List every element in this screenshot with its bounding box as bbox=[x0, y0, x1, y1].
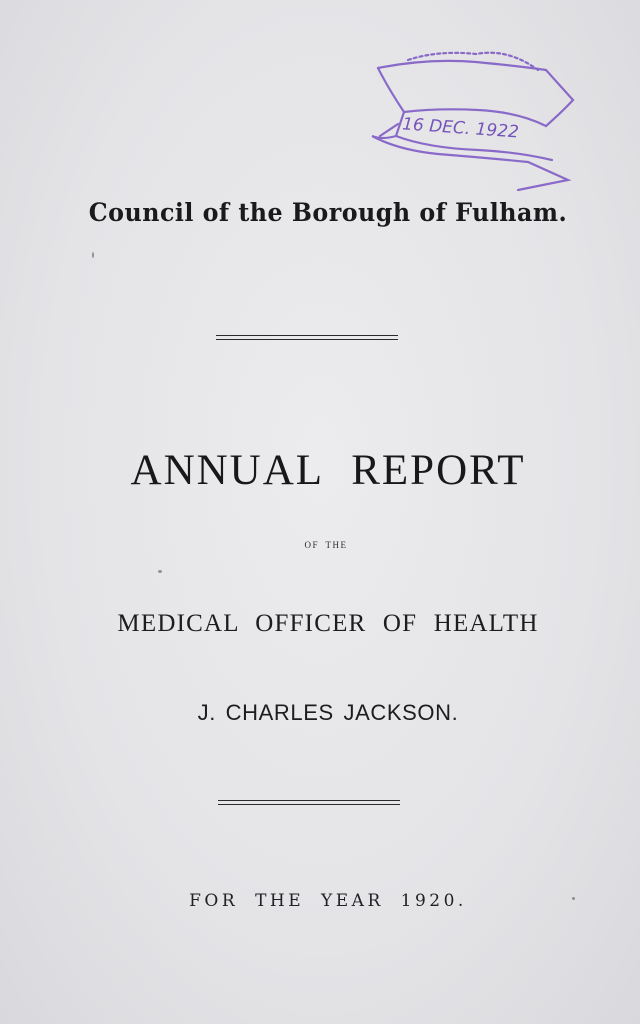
council-heading: Council of the Borough of Fulham. bbox=[88, 198, 568, 227]
paper-speck bbox=[158, 570, 162, 573]
officer-name: J. CHARLES JACKSON. bbox=[197, 700, 459, 725]
stamp-date: 16 DEC. 1922 bbox=[401, 114, 520, 143]
report-year: FOR THE YEAR 1920. bbox=[189, 891, 467, 911]
officer-title: MEDICAL OFFICER OF HEALTH bbox=[117, 610, 539, 637]
top-double-rule bbox=[216, 335, 398, 340]
paper-speck bbox=[92, 252, 94, 258]
report-title: ANNUAL REPORT bbox=[130, 447, 526, 494]
bottom-double-rule bbox=[218, 800, 400, 805]
received-date-stamp bbox=[368, 40, 580, 200]
paper-speck bbox=[572, 897, 575, 900]
of-the-text: OF THE bbox=[304, 540, 348, 550]
